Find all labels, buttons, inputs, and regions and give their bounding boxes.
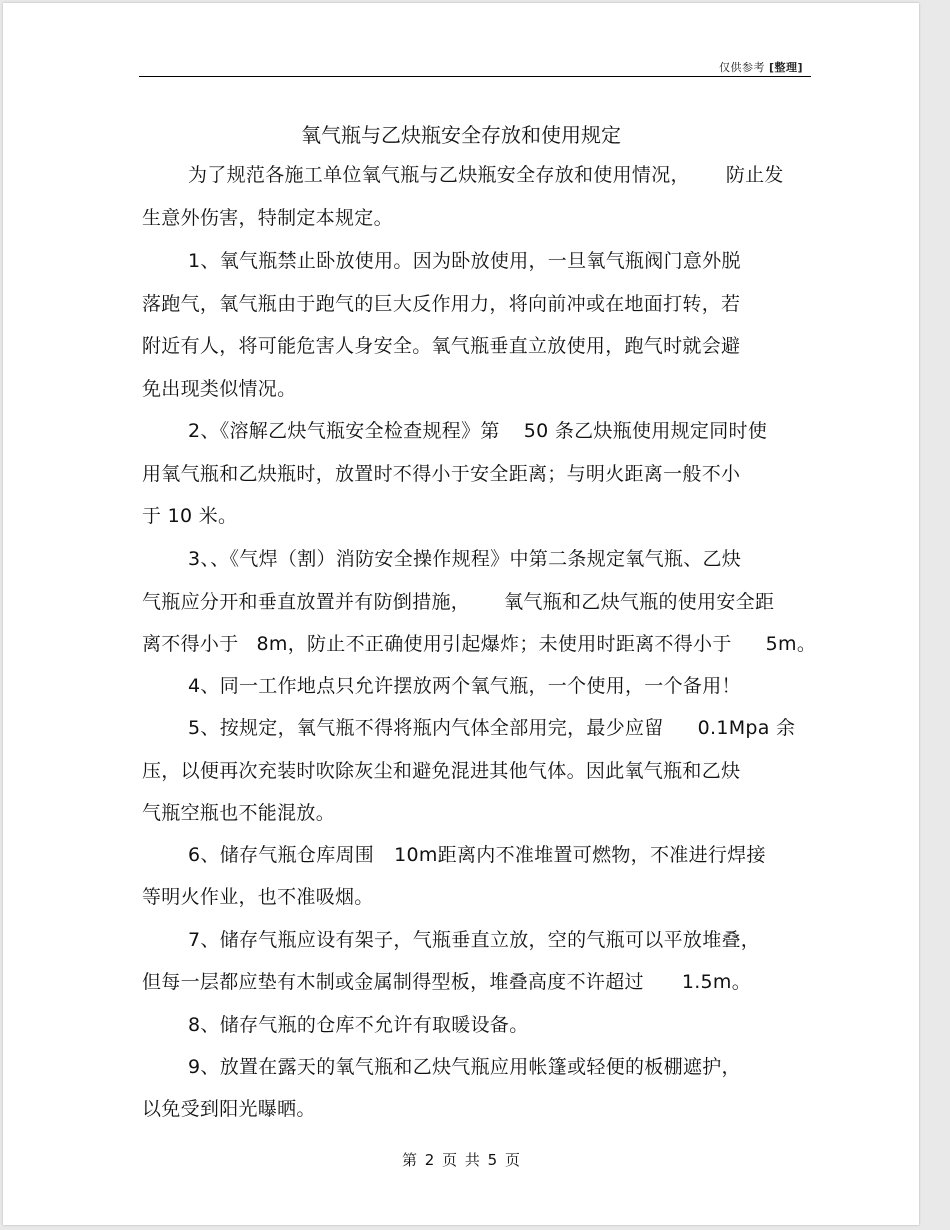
line-text: 8m，防止不正确使用引起爆炸；未使用时距离不得小于 (256, 633, 732, 655)
paragraph-line (188, 419, 767, 443)
paragraph-line (188, 163, 784, 187)
page-footer: 第 2 页 共 5 页 (402, 1151, 520, 1169)
document-title: 氧气瓶与乙炔瓶安全存放和使用规定 (301, 123, 621, 147)
paragraph-line: 于 10 米。 (142, 505, 238, 527)
header-note: 仅供参考 (719, 61, 765, 74)
line-text: 5、按规定，氧气瓶不得将瓶内气体全部用完，最少应留 (188, 717, 664, 739)
page-header (719, 59, 803, 75)
line-text: 1.5m。 (681, 971, 752, 993)
paragraph-line: 用氧气瓶和乙炔瓶时，放置时不得小于安全距离；与明火距离一般不小 (142, 463, 741, 485)
paragraph-line: 等明火作业，也不准吸烟。 (142, 886, 374, 908)
paragraph-line (142, 632, 816, 656)
paragraph-line: 落跑气，氧气瓶由于跑气的巨大反作用力，将向前冲或在地面打转，若 (142, 293, 741, 315)
line-text: 6、储存气瓶仓库周围 (188, 844, 375, 866)
header-bracket: [整理] (769, 61, 804, 74)
paragraph-line: 附近有人，将可能危害人身安全。氧气瓶垂直立放使用，跑气时就会避 (142, 335, 741, 357)
line-text: 氧气瓶和乙炔气瓶的使用安全距 (504, 591, 775, 613)
document-page (3, 3, 919, 1225)
line-text: 0.1Mpa 余 (697, 717, 796, 739)
line-text: 为了规范各施工单位氧气瓶与乙炔瓶安全存放和使用情况， (188, 164, 690, 186)
header-rule (139, 76, 811, 77)
paragraph-line: 以免受到阳光曝晒。 (142, 1098, 316, 1120)
paragraph-line (188, 843, 766, 867)
paragraph-line: 9、放置在露天的氧气瓶和乙炔气瓶应用帐篷或轻便的板棚遮护， (188, 1056, 741, 1078)
paragraph-line (142, 590, 774, 614)
line-text: 但每一层都应垫有木制或金属制得型板，堆叠高度不许超过 (142, 971, 644, 993)
paragraph-line: 8、储存气瓶的仓库不允许有取暖设备。 (188, 1014, 529, 1036)
paragraph-line: 7、储存气瓶应设有架子，气瓶垂直立放，空的气瓶可以平放堆叠， (188, 929, 761, 951)
line-text: 5m。 (765, 633, 817, 655)
line-text: 2、《溶解乙炔气瓶安全检查规程》第 (188, 420, 500, 442)
paragraph-line (142, 970, 751, 994)
paragraph-line: 1、氧气瓶禁止卧放使用。因为卧放使用，一旦氧气瓶阀门意外脱 (188, 250, 741, 272)
paragraph-line: 免出现类似情况。 (142, 378, 297, 400)
line-text: 50 条乙炔瓶使用规定同时使 (523, 420, 768, 442)
paragraph-line: 生意外伤害，特制定本规定。 (142, 207, 393, 229)
paragraph-line: 3、、《气焊（割）消防安全操作规程》中第二条规定氧气瓶、乙炔 (188, 548, 742, 570)
paragraph-line: 压，以便再次充装时吹除灰尘和避免混进其他气体。因此氧气瓶和乙炔 (142, 760, 741, 782)
line-text: 气瓶应分开和垂直放置并有防倒措施， (142, 591, 471, 613)
line-text: 10m距离内不准堆置可燃物，不准进行焊接 (394, 844, 766, 866)
paragraph-line (188, 716, 795, 740)
paragraph-line: 气瓶空瓶也不能混放。 (142, 802, 336, 824)
line-text: 防止发 (725, 164, 784, 186)
paragraph-line: 4、同一工作地点只允许摆放两个氧气瓶，一个使用，一个备用！ (188, 675, 741, 697)
line-text: 离不得小于 (142, 633, 239, 655)
